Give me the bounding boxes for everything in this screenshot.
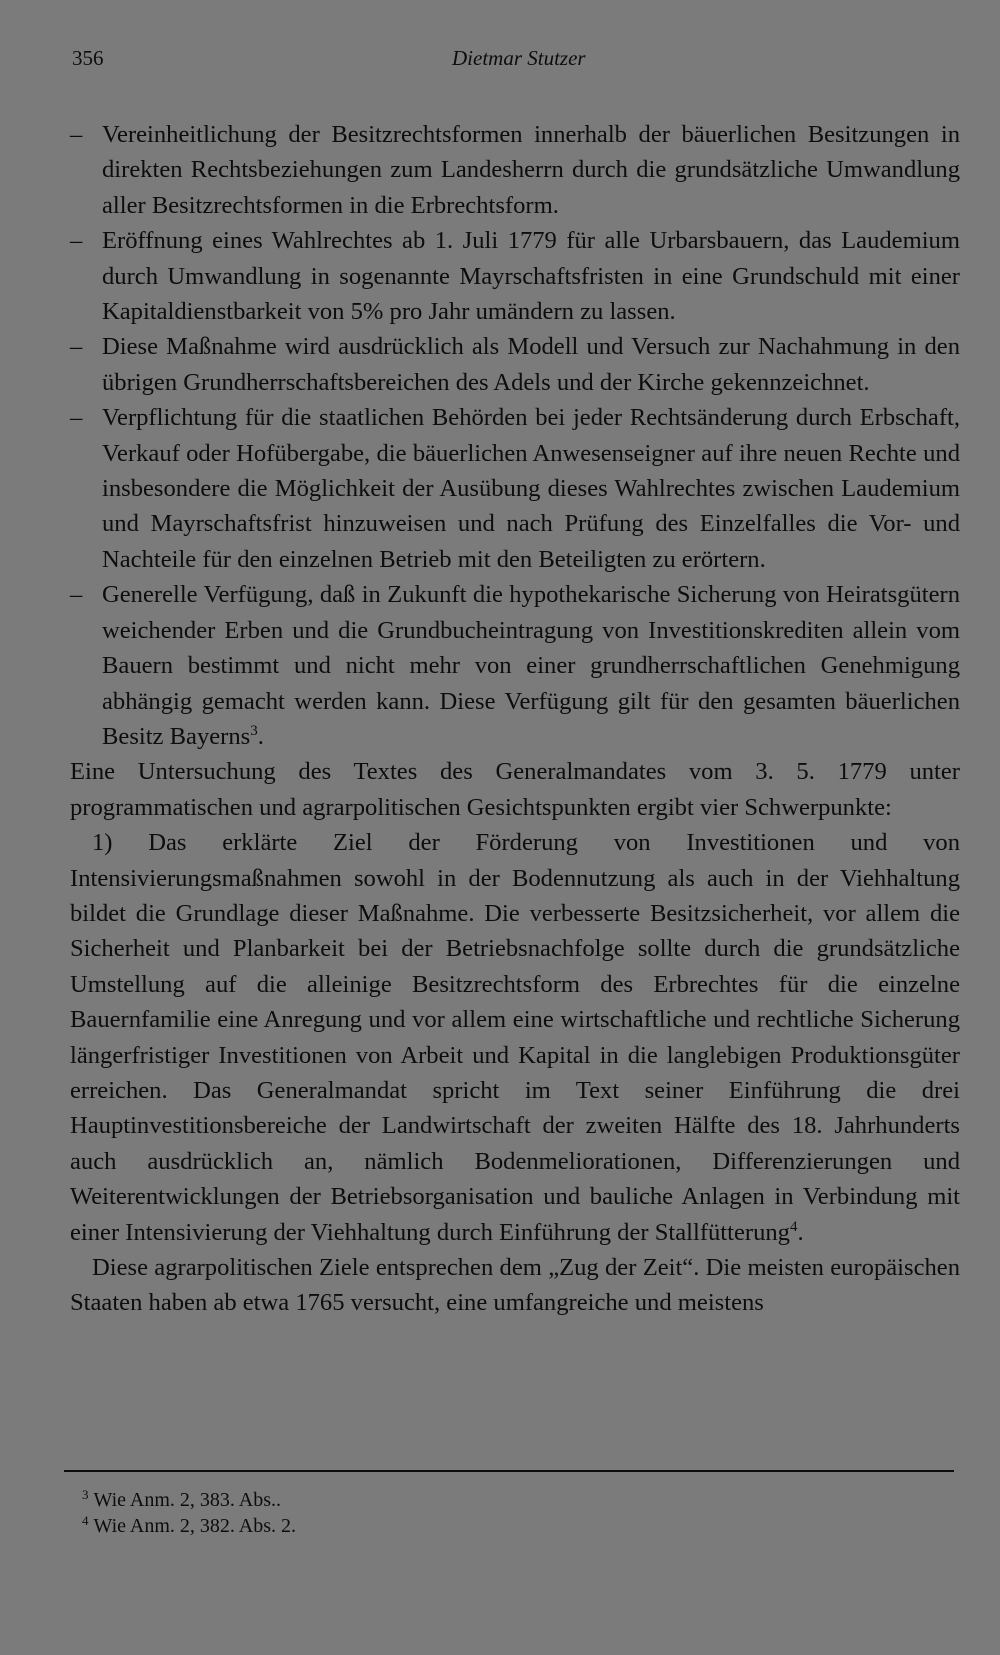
- footnote-text: Wie Anm. 2, 383. Abs..: [93, 1489, 282, 1511]
- intro-paragraph: Eine Untersuchung des Textes des Generalmandates vom 3. 5. 1779 unter programmatischen und agrarpolitischen Gesichtspunkten ergibt vier Schwerpunkte:: [70, 758, 960, 821]
- footnote-divider: [64, 1470, 954, 1472]
- footnotes: [82, 1487, 942, 1539]
- list-item-text: Eröffnung eines Wahlrechtes ab 1. Juli 1779 für alle Urbarsbauern, das Laudemium durch Umwandlung in sogenannte Mayrschaftsfristen in eine Grundschuld mit einer Kapitaldienstbarkeit von 5% pro Jahr umändern zu lassen.: [102, 227, 960, 326]
- list-item: [70, 117, 960, 223]
- list-item: [70, 400, 960, 577]
- list-dash: –: [70, 581, 83, 609]
- point-1-end: .: [797, 1218, 804, 1246]
- list-dash: –: [70, 404, 83, 432]
- list-dash: –: [70, 121, 83, 148]
- list-item-text: Generelle Verfügung, daß in Zukunft die hypothekarische Sicherung von Heiratsgütern weichender Erben und die Grundbucheintragung von Investitionskrediten allein vom Bauern bestimmt und nicht mehr von einer grundherrschaftlichen Genehmigung abhängig gemacht werden kann. Diese Verfügung gilt für den gesamten bäuerlichen Besitz Bayerns: [102, 581, 960, 750]
- list-item-end: .: [257, 722, 264, 750]
- footnote-number: 4: [82, 1513, 89, 1528]
- footnote-text: Wie Anm. 2, 382. Abs. 2.: [93, 1515, 297, 1537]
- list-item-text: Diese Maßnahme wird ausdrücklich als Modell und Versuch zur Nachahmung in den übrigen Grundherrschaftsbereichen des Adels und der Kirche gekennzeichnet.: [102, 333, 960, 396]
- footnote-ref: 4: [789, 1218, 798, 1235]
- point-1-text: 1) Das erklärte Ziel der Förderung von Investitionen und von Intensivierungsmaßnahmen sowohl in der Bodennutzung als auch in der Viehhaltung bildet die Grundlage dieser Maßnahme. Die verbesserte Besitzsicherheit, vor allem die Sicherheit und Planbarkeit bei der Betriebsnachfolge sollte durch die grundsätzliche Umstellung auf die alleinige Besitzrechtsform des Erbrechtes für die einzelne Bauernfamilie eine Anregung und vor allem eine wirtschaftliche und rechtliche Sicherung längerfristiger Investitionen von Arbeit und Kapital in die langlebigen Produktionsgüter erreichen. Das Generalmandat spricht im Text seiner Einführung die drei Hauptinvestitionsbereiche der Landwirtschaft der zweiten Hälfte des 18. Jahrhunderts auch ausdrücklich an, nämlich Bodenmeliorationen, Differenzierungen und Weiterentwicklungen der Betriebsorganisation und bauliche Anlagen in Verbindung mit einer Intensivierung der Viehhaltung durch Einführung der Stallfütterung: [70, 829, 960, 1246]
- footnote: [82, 1513, 942, 1539]
- page-number: 356: [72, 46, 104, 70]
- footnote-number: 3: [82, 1487, 89, 1502]
- body-text: [70, 117, 960, 1321]
- list-dash: –: [70, 333, 83, 361]
- list-item: [70, 329, 960, 400]
- list-item: [70, 223, 960, 329]
- list-item: [70, 577, 960, 754]
- list-item-text: Vereinheitlichung der Besitzrechtsformen innerhalb der bäuerlichen Besitzungen in direkten Rechtsbeziehungen zum Landesherrn durch die grundsätzliche Umwandlung aller Besitzrechtsformen in die Erbrechtsform.: [102, 121, 960, 219]
- closing-paragraph: Diese agrarpolitischen Ziele entsprechen dem „Zug der Zeit“. Die meisten europäischen Staaten haben ab etwa 1765 versucht, eine umfangreiche und meistens: [70, 1254, 960, 1317]
- running-head: Dietmar Stutzer: [452, 46, 586, 70]
- list-item-text: Verpflichtung für die staatlichen Behörden bei jeder Rechtsänderung durch Erbschaft, Verkauf oder Hofübergabe, die bäuerlichen Anwesenseigner auf ihre neuen Rechte und insbesondere die Möglichkeit der Ausübung dieses Wahlrechtes zwischen Laudemium und Mayrschaftsfrist hinzuweisen und nach Prüfung des Einzelfalles die Vor- und Nachteile für den einzelnen Betrieb mit den Beteiligten zu erörtern.: [102, 404, 960, 573]
- point-1-paragraph: [70, 825, 960, 1250]
- footnote-ref: 3: [250, 722, 258, 739]
- page-header: [72, 46, 958, 80]
- list-dash: –: [70, 227, 83, 255]
- footnote: [82, 1487, 942, 1513]
